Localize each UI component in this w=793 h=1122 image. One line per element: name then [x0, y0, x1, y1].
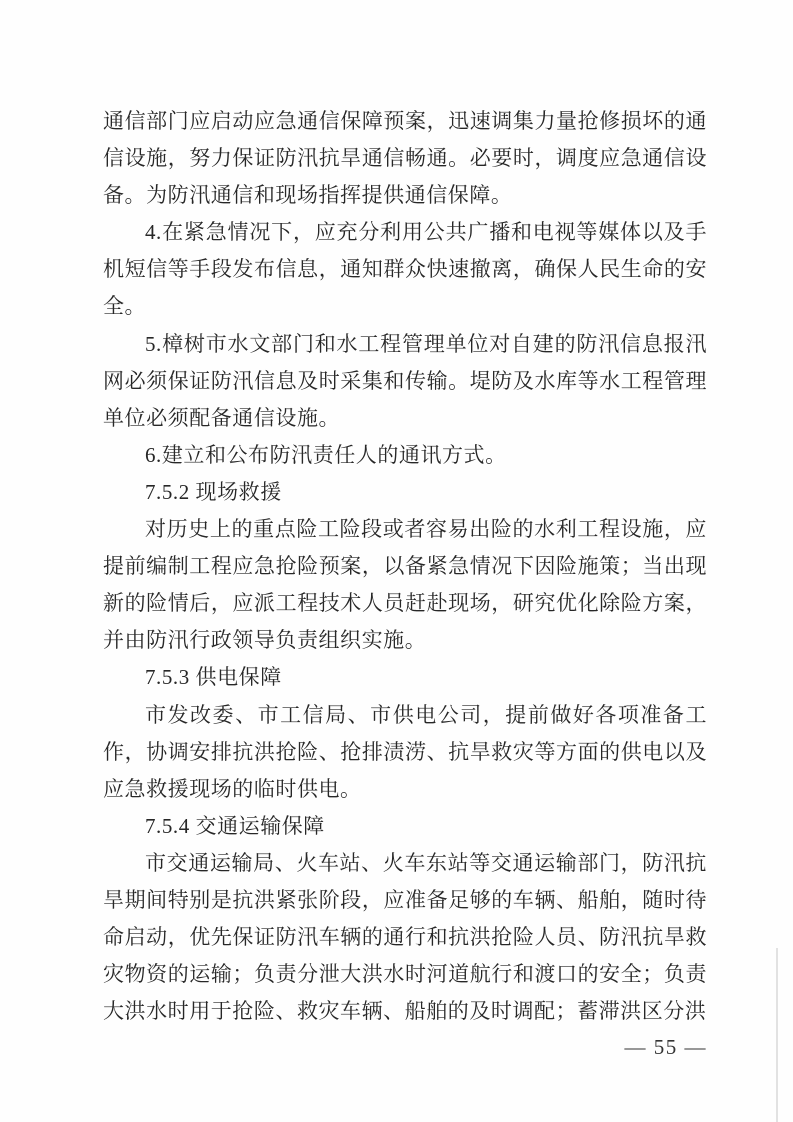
paragraph-communication-continuation: 通信部门应启动应急通信保障预案，迅速调集力量抢修损坏的通信设施，努力保证防汛抗旱通信畅通。必要时，调度应急通信设备。为防汛通信和现场指挥提供通信保障。: [103, 109, 707, 208]
paragraph-power-supply: 市发改委、市工信局、市供电公司，提前做好各项准备工作，协调安排抗洪抢险、抢排渍涝、抗旱救灾等方面的供电以及应急救援现场的临时供电。: [103, 702, 707, 801]
paragraph-onsite-rescue: 对历史上的重点险工险段或者容易出险的水利工程设施，应提前编制工程应急抢险预案，以备紧急情况下因险施策；当出现新的险情后，应派工程技术人员赶赴现场，研究优化除险方案，并由防汛行政领导负责组织实施。: [103, 517, 707, 653]
section-heading-7-5-4: 7.5.4 交通运输保障: [145, 813, 325, 838]
paragraph-item-4-emergency-broadcast: 4.在紧急情况下，应充分利用公共广播和电视等媒体以及手机短信等手段发布信息，通知群众快速撤离，确保人民生命的安全。: [103, 220, 707, 319]
section-heading-7-5-3: 7.5.3 供电保障: [145, 665, 282, 690]
paragraph-item-5-hydrology-network: 5.樟树市水文部门和水工程管理单位对自建的防汛信息报汛网必须保证防汛信息及时采集和传输。堤防及水库等水工程管理单位必须配备通信设施。: [103, 331, 707, 430]
page-number: — 55 —: [624, 1035, 707, 1059]
document-body: [103, 103, 707, 1030]
paragraph-item-6-contact-methods: 6.建立和公布防汛责任人的通讯方式。: [145, 442, 507, 467]
section-heading-7-5-2: 7.5.2 现场救援: [145, 479, 282, 504]
paragraph-transport-guarantee: 市交通运输局、火车站、火车东站等交通运输部门，防汛抗旱期间特别是抗洪紧张阶段，应准备足够的车辆、船舶，随时待命启动，优先保证防汛车辆的通行和抗洪抢险人员、防汛抗旱救灾物资的运输；负责分泄大洪水时河道航行和渡口的安全；负责大洪水时用于抢险、救灾车辆、船舶的及时调配；蓄滞洪区分洪: [103, 850, 707, 1024]
scan-artifact-line: [776, 948, 778, 1122]
